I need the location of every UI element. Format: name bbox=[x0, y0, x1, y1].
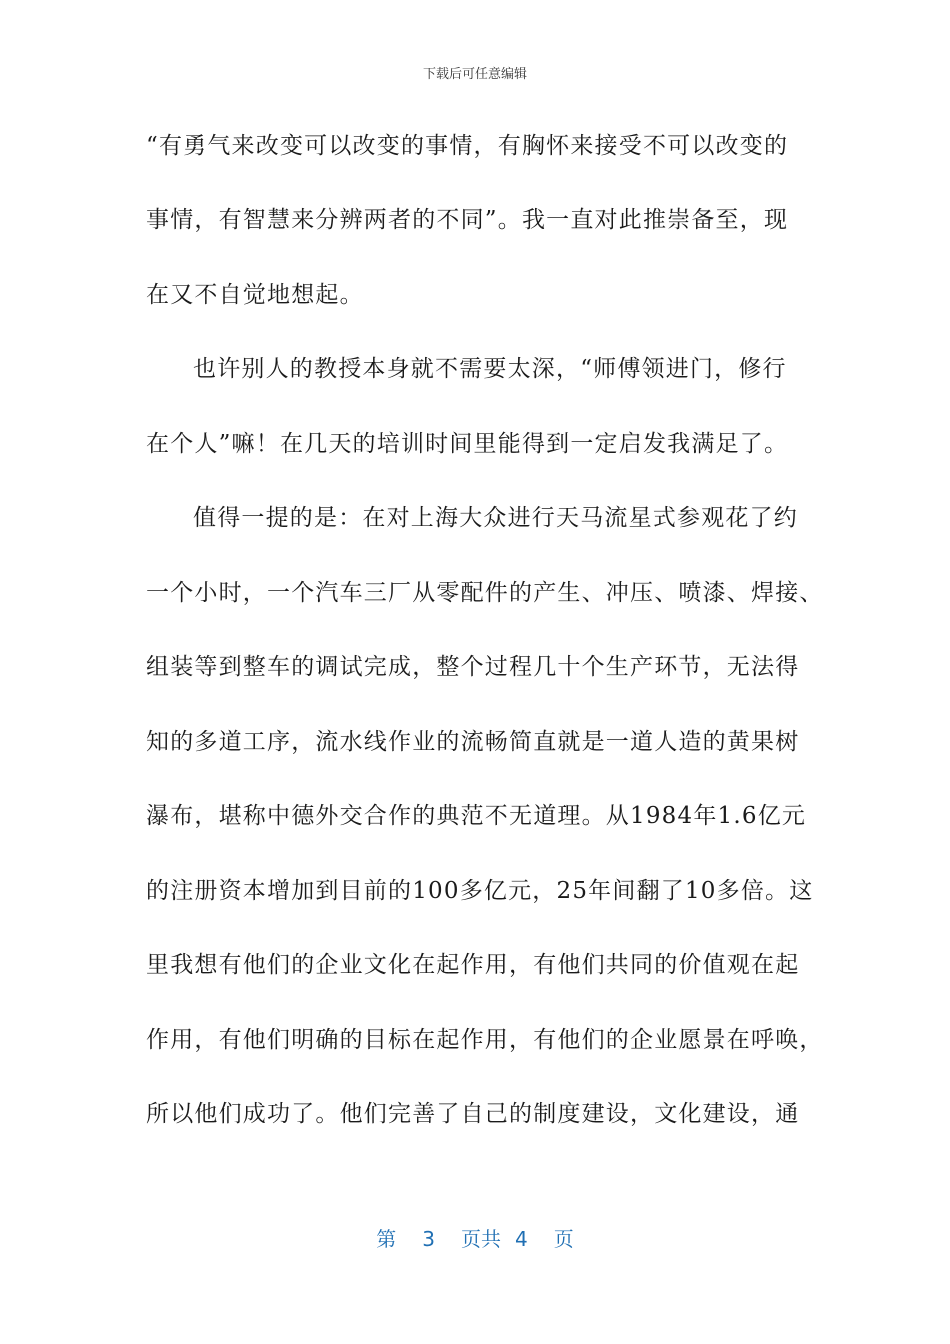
body-line-8: 组装等到整车的调试完成，整个过程几十个生产环节，无法得 bbox=[146, 654, 800, 680]
body-line-7: 一个小时，一个汽车三厂从零配件的产生、冲压、喷漆、焊接、 bbox=[146, 580, 824, 606]
footer-suffix: 页 bbox=[553, 1227, 574, 1251]
page-header: 下载后可任意编辑 bbox=[422, 67, 527, 82]
body-line-9: 知的多道工序，流水线作业的流畅简直就是一道人造的黄果树 bbox=[146, 729, 800, 755]
body-line-5: 在个人”嘛！在几天的培训时间里能得到一定启发我满足了。 bbox=[146, 431, 789, 457]
footer-prefix: 第 bbox=[376, 1227, 397, 1251]
body-line-1: “有勇气来改变可以改变的事情，有胸怀来接受不可以改变的 bbox=[146, 133, 789, 159]
page-footer bbox=[0, 1226, 950, 1252]
body-line-10: 瀑布，堪称中德外交合作的典范不无道理。从1984年1.6亿元 bbox=[146, 803, 807, 829]
body-line-12: 里我想有他们的企业文化在起作用，有他们共同的价值观在起 bbox=[146, 952, 800, 978]
body-line-6: 值得一提的是：在对上海大众进行天马流星式参观花了约 bbox=[193, 505, 798, 531]
body-line-13: 作用，有他们明确的目标在起作用，有他们的企业愿景在呼唤， bbox=[146, 1027, 824, 1053]
footer-current-page: 3 bbox=[422, 1227, 435, 1251]
body-line-2: 事情，有智慧来分辨两者的不同”。我一直对此推崇备至，现 bbox=[146, 207, 789, 233]
body-line-3: 在又不自觉地想起。 bbox=[146, 282, 364, 308]
body-line-14: 所以他们成功了。他们完善了自己的制度建设，文化建设，通 bbox=[146, 1101, 800, 1127]
body-line-11: 的注册资本增加到目前的100多亿元，25年间翻了10多倍。这 bbox=[146, 878, 814, 904]
body-line-4: 也许别人的教授本身就不需要太深，“师傅领进门，修行 bbox=[193, 356, 787, 382]
footer-total-pages: 4 bbox=[515, 1227, 528, 1251]
footer-middle: 页共 bbox=[461, 1227, 501, 1251]
